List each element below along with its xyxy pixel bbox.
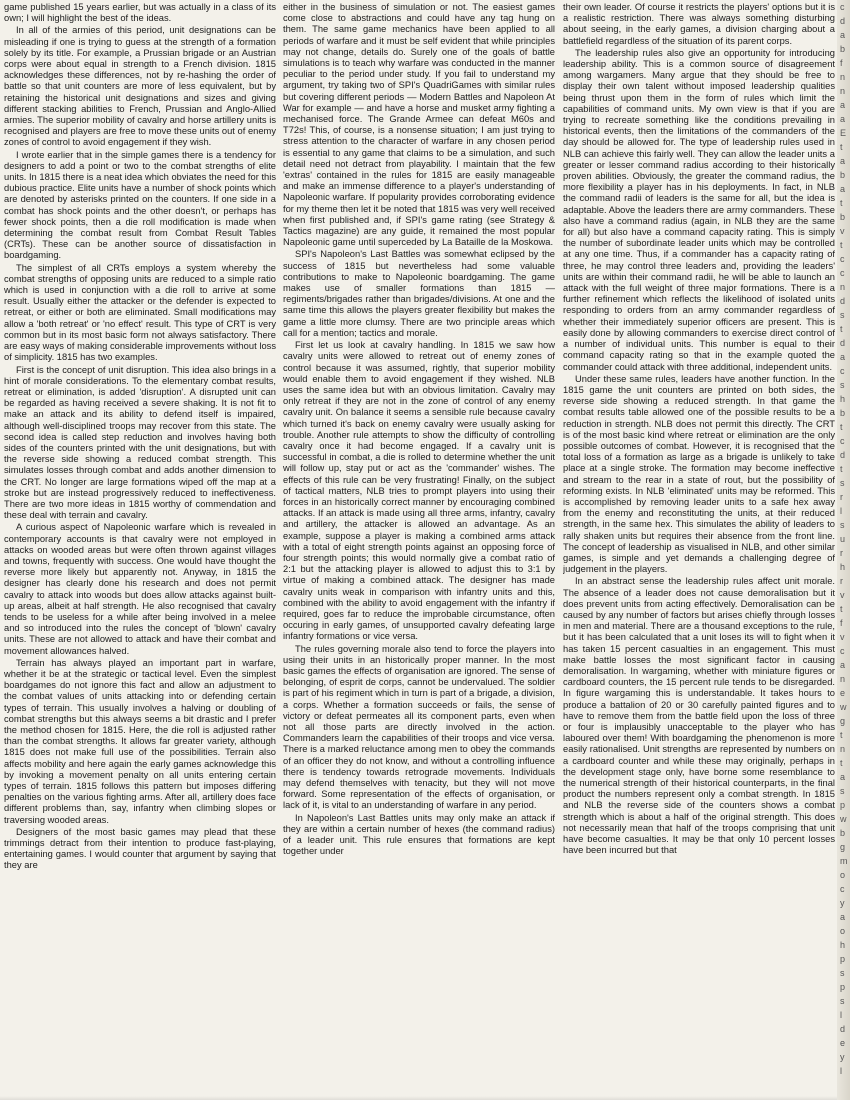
margin-letter: w: [840, 702, 847, 712]
margin-letter: l: [840, 506, 842, 516]
page-shadow: [0, 1096, 837, 1100]
margin-letter: r: [840, 576, 843, 586]
margin-letter: m: [840, 856, 848, 866]
margin-letter: o: [840, 926, 846, 936]
margin-letter: c: [840, 436, 845, 446]
margin-letter: b: [840, 44, 846, 54]
paragraph: either in the business of simulation or not. The easiest games come close to abstractions and could have any tag hung on them. The same game mechanics have been applied to all periods of warfare and it must be self evident that while principles may not change, details do. Surely one of the goals of battle simulations is to teach why warfare was conducted in the manner peculiar to the period under study. If you fail to understand my argument, try taking two of SPI's QuadriGames with similar rules but covering different periods — Modern Battles and Napoleon At War for example — and have a horse and musket army fighting a mechanised force. The Grande Armee can defeat M60s and T72s! This, of course, is a nonsense situation; I am just trying to stress attention to the character of warfare in any chosen period is essential to any game that claims to be a simulation, and such detail need not detract from playability. I maintain that the few 'extras' contained in the rules for 1815 are easily manageable and make an immense difference to a player's understanding of Napoleonic warfare. If popularity provides corroborating evidence for my theme then let it be noted that 1815 was very well received when first published and, if SPI's game rating (see Strategy & Tactics magazine) are any guide, it remained the most popular Napoleonic game until superceded by La Bataille de la Moskowa.: [283, 2, 555, 248]
paragraph: their own leader. Of course it restricts the players' options but it is a realistic restriction. There was always something disturbing about seeing, in the early games, a division charging about a battlefield regardless of the situation of its parent corps.: [563, 2, 835, 46]
margin-letter: v: [840, 590, 845, 600]
margin-letter: t: [840, 464, 843, 474]
paragraph: The rules governing morale also tend to force the players into using their units in an historically proper manner. In the most basic games the effects of organisation are ignored. The sense of belonging, of esprit de corps, cannot be undervalued. The soldier is part of his regiment which in turn is part of a brigade, a division, a corps. Whether a formation succeeds or fails, the sense of victory or defeat permeates all its component parts, even when not all those parts are directly involved in the action. Commanders learn the capabilities of their troops and vice versa. There is a marked reluctance among men to obey the commands of an officer they do not know, and without a controlling influence there is tendency towards retrograde movements. Individuals may defend themselves with tenacity, but they will not move forward. Some representation of the effects of organisation, or lack of it, is vital to an understanding of warfare in any period.: [283, 643, 555, 811]
margin-letter: d: [840, 450, 846, 460]
margin-letter: c: [840, 254, 845, 264]
paragraph: game published 15 years earlier, but was actually in a class of its own; I will highlight the best of the ideas.: [4, 2, 276, 24]
margin-letter: a: [840, 352, 846, 362]
margin-letter: s: [840, 786, 845, 796]
margin-letter: s: [840, 968, 845, 978]
margin-letter: s: [840, 996, 845, 1006]
margin-letter: f: [840, 618, 843, 628]
margin-letter: u: [840, 534, 846, 544]
margin-letter: f: [840, 58, 843, 68]
margin-letter: e: [840, 1038, 846, 1048]
paragraph: I wrote earlier that in the simple games there is a tendency for designers to add a point or two to the combat strengths of elite units. In 1815 there is a neat idea which obviates the need for this dubious practice. Elite units have a number of shock points which are denoted by asterisks printed on the counters. If one side in a combat has shock points and the other doesn't, or perhaps has fewer shock points, then a die roll modification is made when determining the combat result from Combat Result Tables (CRTs). These can be another source of dissatisfaction in boardgaming.: [4, 149, 276, 261]
margin-letter: r: [840, 548, 843, 558]
margin-letter: b: [840, 170, 846, 180]
paragraph: In an abstract sense the leadership rules affect unit morale. The absence of a leader does not cause demoralisation but it does prevent units from acting effectively. Demoralisation can be caused by any number of factors but arises chiefly through losses in men and material. There are a thousand exceptions to the rule, but it has been calculated that a unit loses its will to fight when it has taken 15 percent casualties in an engagement. This must make battle losses the most significant factor in causing demoralisation. In wargaming, whether with miniature figures or cardboard counters, the 15 percent rule tends to be disregarded. In figure wargaming this is understandable. It takes hours to produce a battalion of 20 or 30 carefully painted figures and to have to remove them from the battle field upon the loss of three or four is implausibly unacceptable to the player who has laboured over them! With boardgaming the phenomenon is more easily rationalised. Unit strengths are represented by numbers on a cardboard counter and while these may originally, perhaps in the development stage only, have borne some resemblance to the numerical strength of their historical counterparts, in the final product the numbers represent only a combat strength. In 1815 and NLB the reverse side of the counters shows a combat strength which is about a half of the original strength. This does not necessarily mean that half of the troops comprising that unit have become casualties. It may be that only 10 percent losses have been incurred but that: [563, 576, 835, 856]
text-column-middle: [283, 2, 555, 1096]
margin-letter: n: [840, 744, 846, 754]
margin-letter: d: [840, 1024, 846, 1034]
margin-letter: t: [840, 324, 843, 334]
text-column-left: [4, 2, 276, 1096]
margin-letter: c: [840, 646, 845, 656]
margin-letter: h: [840, 562, 846, 572]
margin-letter: h: [840, 940, 846, 950]
margin-letter: a: [840, 660, 846, 670]
margin-letter: w: [840, 814, 847, 824]
margin-letter: e: [840, 688, 846, 698]
margin-letter: b: [840, 408, 846, 418]
margin-letter: d: [840, 338, 846, 348]
margin-letter: c: [840, 268, 845, 278]
margin-letter: r: [840, 492, 843, 502]
margin-letter: p: [840, 982, 846, 992]
paragraph: The simplest of all CRTs employs a system whereby the combat strengths of opposing units are reduced to a simple ratio which is used in conjunction with a die roll to arrive at some result. Usually either the attacker or the defender is expected to retreat, or either or both are eliminated. Small modifications may allow a 'both retreat' or 'no effect' result. This type of CRT is very common but in its most basic form not always satisfactory. There are easy ways of making considerable improvements without loss of simplicity. 1815 has two examples.: [4, 262, 276, 363]
margin-letter: t: [840, 240, 843, 250]
margin-letter: s: [840, 520, 845, 530]
margin-letter: a: [840, 912, 846, 922]
margin-letter: t: [840, 422, 843, 432]
margin-letter: s: [840, 310, 845, 320]
paragraph: Under these same rules, leaders have another function. In the 1815 game the unit counters are printed on both sides, the reverse side showing a reduced strength. In that game the combat results table allowed one of the possible results to be a reduction in strength. NLB does not permit this directly. The CRT is of the most basic kind where retreat or elimination are the only possible outcomes of combat. However, it is recognised that the total loss of a formation as large as a brigade is unlikely to take place at a single stroke. The formation may become ineffective and stream to the rear in a state of rout, but the possibility of reforming exists. In NLB 'eliminated' units may be reformed. This is accomplished by removing leader units to a safe hex away from the enemy and reconstituting the units, at their reduced strength, in the same hex. This simulates the ability of leaders to rally shaken units but requires their absence from the front line. The concept of leadership as visualised in NLB, and other similar games, is simple and yet demands a challenging degree of judgement in the players.: [563, 373, 835, 575]
margin-letter: l: [840, 1066, 842, 1076]
margin-letter: l: [840, 1010, 842, 1020]
margin-letter: E: [840, 128, 847, 138]
paragraph: First is the concept of unit disruption. This idea also brings in a hint of morale considerations. To the elementary combat results, retreat or elimination, is added 'disruption'. A disrupted unit can be regarded as having received a severe shaking. It is not fit to make an attack and its ability to defend itself is impaired, although well-disciplined troops may recover from this state. The second idea is called step reduction and involves having both sides of the counters printed with the unit designations, but with the reverse side showing a reduced combat strength. This simulates losses through combat and adds another dimension to the CRT. No longer are large formations wiped off the map at a stroke but are instead progressively reduced to ineffectiveness. There are two more ideas in 1815 worthy of commendation and these deal with terrain and cavalry.: [4, 364, 276, 521]
paragraph: Terrain has always played an important part in warfare, whether it be at the strategic or tactical level. Even the simplest boardgames do not ignore this fact and allow an adjustment to the combat values of units attacking into or defending certain types of terrain. This usually involves a halving or doubling of combat strengths but this always seems a bit drastic and I prefer the method chosen for 1815. Here, the die roll is adjusted rather than the combat strengths. It allows far greater variety, although 1815 does not make full use of the possibilities. Terrain also affects mobility and here again the early games acknowledge this by invoking a movement penalty on all units entering certain types of terrain. 1815 follows this pattern but imposes differing penalties on the various fighting arms. After all, artillery does face different problems than, say, infantry when climbing slopes or traversing wooded areas.: [4, 657, 276, 825]
paragraph: In Napoleon's Last Battles units may only make an attack if they are within a certain number of hexes (the command radius) of a leader unit. This rule ensures that formations are kept together under: [283, 812, 555, 857]
margin-letter: c: [840, 2, 845, 12]
margin-letter: a: [840, 772, 846, 782]
margin-letter: b: [840, 828, 846, 838]
margin-letter: h: [840, 394, 846, 404]
margin-letter: y: [840, 1052, 845, 1062]
paragraph: Designers of the most basic games may plead that these trimmings detract from their intention to produce fast-playing, entertaining games. I would counter that argument by saying that they are: [4, 826, 276, 871]
margin-letter: d: [840, 296, 846, 306]
margin-letter: a: [840, 156, 846, 166]
margin-letter: a: [840, 184, 846, 194]
margin-letter: t: [840, 730, 843, 740]
margin-letter: t: [840, 142, 843, 152]
paragraph: First let us look at cavalry handling. In 1815 we saw how cavalry units were allowed to retreat out of enemy zones of control because it was assumed, rightly, that superior mobility would enable them to avoid engagement if they wished. NLB uses the same idea but with an obvious limitation. Cavalry may only retreat if they are not in the zone of control of any enemy cavalry unit. On balance it seems a sensible rule because cavalry which turned it's back on enemy cavalry were usually asking for trouble. Another rule attempts to show the difficulty of controlling cavalry once it had become engaged. If a cavalry unit is successful in combat, a die is rolled to determine whether the unit will follow up, stay put or act as the 'commander' wishes. The effects of this rule can be very frustrating! Finally, on the subject of tactical matters, NLB tries to prompt players into using their forces in an historically correct manner by encouraging combined attacks. If an attack is made using all three arms, infantry, cavalry and artillery, the attacker is allowed an advantage. As an example, suppose a player is making a combined arms attack with a total of eight strength points against an opposing force of four strength points; this would normally give a combat ratio of 2:1 but the attacking player is allowed to adjust this to 3:1 by virtue of making a combined attack. The designer has made cavalry units weak in comparison with infantry units and this, combined with the ability to avoid engagement with the infantry if required, goes far to reduce the improbable circumstance, often occuring in early games, of unsupported cavalry defeating large infantry formations or vice versa.: [283, 340, 555, 642]
paragraph: SPI's Napoleon's Last Battles was somewhat eclipsed by the success of 1815 but nevertheless had some valuable contributions to make to Napoleonic boardgaming. The game makes use of smaller formations than 1815 — regiments/brigades rather than brigades/divisions. At one and the same time this allows the players greater flexibility but makes the game a little more clumsy. There are two principle areas which call for a mention; tactics and morale.: [283, 249, 555, 338]
margin-letter: d: [840, 16, 846, 26]
margin-letter: t: [840, 604, 843, 614]
paragraph: In all of the armies of this period, unit designations can be misleading if one is trying to guess at the strength of a formation solely by its title. For example, a Prussian brigade or an Austrian corps were about equal in strength to a French division. 1815 acknowledges these differences, not by re-hashing the order of battle so that unit counters are more of less equivalent, but by retaining the historical unit designations and sizes and giving different stacking abilities to French, Prussian and Anglo-Allied armies. The superior mobility of cavalry and horse artillery units is recognised and players are free to move these units out of enemy zones of control to avoid engagement if they wish.: [4, 25, 276, 148]
margin-letter: n: [840, 674, 846, 684]
margin-letter: t: [840, 758, 843, 768]
margin-letter: p: [840, 800, 846, 810]
margin-letter: c: [840, 884, 845, 894]
margin-letter: p: [840, 954, 846, 964]
paragraph: The leadership rules also give an opportunity for introducing leadership ability. This is a common source of disagreement among wargamers. Many argue that they should be free to display their own talent without imposed leadership qualities being thrust upon them in the form of rules which limit the capabilities of command units. My own view is that if you are trying to recreate something like the conditions prevailing in historical events, then the limitations of the commanders of the day should be allowed for. The type of leadership rules used in NLB can achieve this fairly well. They can allow the leader units a greater or lesser command radius according to their historically proven abilities. Obviously, the greater the command radius, the more flexibility a player has in his deployments. In fact, in NLB the command radii of leaders is the same for all, but the idea is adaptable. Above the leaders there are army commanders. These also have a command radius (again, in NLB they are the same for all) but also have a command capacity rating. This is simply the number of subordinate leader units which may be controlled at any one time. Thus, if a commander has a capacity rating of three, he may control three leaders and, providing the leaders' units are within their command radii, he will be able to launch an attack with the full weight of three major formations. There is a further refinement which reflects the likelihood of isolated units responding to orders from an army commander regardless of whether their immediately superior officers are present. This is easily done by allowing commanders to exercise direct control of a number of individual units. This number is equal to their command capacity rating so that in the example quoted the commander could attack with three additional, independent units.: [563, 47, 835, 372]
margin-letter: s: [840, 380, 845, 390]
margin-letter: v: [840, 632, 845, 642]
margin-letter: b: [840, 212, 846, 222]
margin-letter: o: [840, 870, 846, 880]
margin-letter: a: [840, 30, 846, 40]
margin-letter: y: [840, 898, 845, 908]
margin-letter: a: [840, 100, 846, 110]
margin-letter: n: [840, 72, 846, 82]
facing-page-edge: [837, 0, 850, 1100]
paragraph: A curious aspect of Napoleonic warfare which is revealed in contemporary accounts is that cavalry were not employed in attacks on wooded areas but were often thrown against villages and towns, frequently with success. One would have thought the reverse more likely but apparently not. Anyway, in 1815 the designer has clearly done his research and does not permit cavalry to attack into woods but does allow attacks against built-up areas, albeit at half strength. He also recognised that cavalry tends to be useless for a while after being involved in a melee and so introduced into the rules the concept of 'blown' cavalry units. These are not allowed to attack and have their combat and movement allowances halved.: [4, 522, 276, 656]
margin-letter: g: [840, 842, 846, 852]
margin-letter: t: [840, 198, 843, 208]
margin-letter: n: [840, 282, 846, 292]
text-column-right: [563, 2, 835, 1096]
margin-letter: a: [840, 114, 846, 124]
margin-letter: v: [840, 226, 845, 236]
margin-letter: c: [840, 366, 845, 376]
margin-letter: s: [840, 478, 845, 488]
margin-letter: n: [840, 86, 846, 96]
margin-letter: g: [840, 716, 846, 726]
